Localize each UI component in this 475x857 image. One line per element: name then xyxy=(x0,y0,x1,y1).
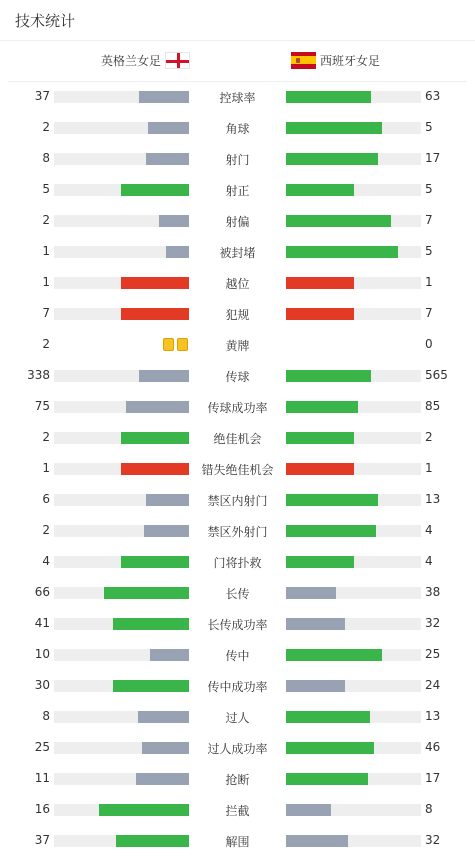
stat-label: 门将扑救 xyxy=(213,556,262,570)
stat-label: 传中 xyxy=(225,649,250,663)
home-value: 66 xyxy=(34,585,50,599)
england-flag-icon xyxy=(165,52,190,69)
home-bar-track xyxy=(54,432,189,444)
home-value: 41 xyxy=(34,616,50,630)
home-bar-fill xyxy=(121,184,189,196)
home-bar-track xyxy=(54,742,189,754)
home-bar-track xyxy=(54,773,189,785)
stat-row xyxy=(0,361,475,392)
home-bar-track xyxy=(54,91,189,103)
home-team-name: 英格兰女足 xyxy=(100,54,161,68)
home-value: 8 xyxy=(42,151,50,165)
spain-flag-icon xyxy=(291,52,316,69)
stat-label: 射门 xyxy=(225,153,250,167)
stat-row xyxy=(0,578,475,609)
home-bar-fill xyxy=(146,153,189,165)
away-value: 7 xyxy=(425,306,433,320)
home-value: 5 xyxy=(42,182,50,196)
away-bar-track xyxy=(286,804,421,816)
away-bar-fill xyxy=(286,277,354,289)
away-value: 17 xyxy=(425,771,441,785)
away-bar-track xyxy=(286,91,421,103)
away-value: 32 xyxy=(425,616,441,630)
stat-label: 越位 xyxy=(225,277,250,291)
away-value: 25 xyxy=(425,647,441,661)
away-bar-fill xyxy=(286,494,378,506)
stat-label: 传球 xyxy=(225,370,250,384)
home-bar-fill xyxy=(121,308,189,320)
stat-row xyxy=(0,702,475,733)
away-value: 13 xyxy=(425,492,441,506)
stat-row xyxy=(0,268,475,299)
home-value: 75 xyxy=(34,399,50,413)
away-bar-track xyxy=(286,649,421,661)
away-value: 5 xyxy=(425,182,433,196)
away-bar-track xyxy=(286,556,421,568)
stat-row xyxy=(0,516,475,547)
stat-row xyxy=(0,733,475,764)
away-bar-track xyxy=(286,401,421,413)
home-bar-track xyxy=(54,370,189,382)
stat-label: 传中成功率 xyxy=(207,680,268,694)
stat-label: 角球 xyxy=(225,122,250,136)
away-team xyxy=(291,52,380,69)
home-value: 4 xyxy=(42,554,50,568)
away-value: 0 xyxy=(425,337,433,351)
away-bar-track xyxy=(286,742,421,754)
home-bar-fill xyxy=(104,587,189,599)
stat-row xyxy=(0,237,475,268)
away-value: 2 xyxy=(425,430,433,444)
stat-label: 抢断 xyxy=(225,773,250,787)
stat-row xyxy=(0,113,475,144)
stat-row xyxy=(0,547,475,578)
home-value: 30 xyxy=(34,678,50,692)
home-bar-fill xyxy=(121,463,189,475)
stat-label: 长传成功率 xyxy=(207,618,268,632)
home-value: 8 xyxy=(42,709,50,723)
away-bar-track xyxy=(286,308,421,320)
home-bar-fill xyxy=(159,215,189,227)
yellow-card-icon xyxy=(163,338,174,351)
away-bar-track xyxy=(286,525,421,537)
home-bar-fill xyxy=(166,246,189,258)
stat-row xyxy=(0,82,475,113)
stat-row xyxy=(0,175,475,206)
home-value: 1 xyxy=(42,461,50,475)
home-bar-fill xyxy=(139,91,189,103)
away-value: 5 xyxy=(425,120,433,134)
away-value: 7 xyxy=(425,213,433,227)
away-bar-track xyxy=(286,463,421,475)
home-bar-fill xyxy=(136,773,189,785)
home-team xyxy=(101,52,190,69)
stat-row xyxy=(0,454,475,485)
away-bar-fill xyxy=(286,587,336,599)
home-value: 2 xyxy=(42,430,50,444)
away-value: 38 xyxy=(425,585,441,599)
away-bar-track xyxy=(286,153,421,165)
home-yellow-cards xyxy=(163,338,188,351)
away-bar-fill xyxy=(286,711,370,723)
page-title: 技术统计 xyxy=(15,12,76,30)
stat-label: 长传 xyxy=(225,587,250,601)
away-value: 1 xyxy=(425,275,433,289)
home-value: 16 xyxy=(34,802,50,816)
away-value: 4 xyxy=(425,554,433,568)
home-bar-track xyxy=(54,215,189,227)
stat-row xyxy=(0,206,475,237)
home-bar-fill xyxy=(121,277,189,289)
home-bar-track xyxy=(54,246,189,258)
away-value: 1 xyxy=(425,461,433,475)
home-value: 37 xyxy=(34,833,50,847)
away-value: 4 xyxy=(425,523,433,537)
stat-row xyxy=(0,671,475,702)
stat-label: 射正 xyxy=(225,184,250,198)
away-bar-fill xyxy=(286,804,331,816)
stat-row xyxy=(0,299,475,330)
home-value: 11 xyxy=(34,771,50,785)
stat-label: 控球率 xyxy=(219,91,256,105)
stat-row xyxy=(0,640,475,671)
away-bar-fill xyxy=(286,246,398,258)
stat-row xyxy=(0,392,475,423)
home-value: 10 xyxy=(34,647,50,661)
away-bar-fill xyxy=(286,618,345,630)
home-value: 6 xyxy=(42,492,50,506)
home-bar-fill xyxy=(116,835,189,847)
home-bar-track xyxy=(54,680,189,692)
away-value: 8 xyxy=(425,802,433,816)
stats-list xyxy=(0,82,475,857)
away-bar-fill xyxy=(286,680,345,692)
home-bar-fill xyxy=(126,401,189,413)
home-value: 2 xyxy=(42,213,50,227)
teams-header xyxy=(8,41,467,82)
home-bar-fill xyxy=(121,556,189,568)
away-bar-track xyxy=(286,370,421,382)
stat-label: 过人成功率 xyxy=(207,742,268,756)
away-team-name: 西班牙女足 xyxy=(320,54,381,68)
away-bar-fill xyxy=(286,649,382,661)
away-bar-track xyxy=(286,587,421,599)
stat-label: 过人 xyxy=(225,711,250,725)
away-bar-fill xyxy=(286,525,376,537)
home-value: 2 xyxy=(42,523,50,537)
home-value: 7 xyxy=(42,306,50,320)
away-bar-fill xyxy=(286,401,358,413)
stat-row xyxy=(0,609,475,640)
stat-row xyxy=(0,826,475,857)
away-bar-fill xyxy=(286,556,354,568)
home-bar-track xyxy=(54,587,189,599)
away-bar-track xyxy=(286,246,421,258)
away-bar-fill xyxy=(286,308,354,320)
yellow-card-icon xyxy=(177,338,188,351)
home-value: 338 xyxy=(27,368,50,382)
away-bar-fill xyxy=(286,463,354,475)
home-bar-track xyxy=(54,804,189,816)
stat-label: 错失绝佳机会 xyxy=(201,463,274,477)
home-bar-track xyxy=(54,835,189,847)
home-bar-fill xyxy=(99,804,189,816)
away-value: 17 xyxy=(425,151,441,165)
stat-row xyxy=(0,764,475,795)
away-bar-track xyxy=(286,773,421,785)
home-bar-fill xyxy=(148,122,189,134)
away-bar-track xyxy=(286,680,421,692)
away-value: 85 xyxy=(425,399,441,413)
home-bar-fill xyxy=(113,680,189,692)
header xyxy=(0,0,475,41)
away-value: 32 xyxy=(425,833,441,847)
away-bar-track xyxy=(286,711,421,723)
away-bar-fill xyxy=(286,215,391,227)
stat-label: 射偏 xyxy=(225,215,250,229)
away-bar-fill xyxy=(286,742,374,754)
home-bar-track xyxy=(54,494,189,506)
away-bar-fill xyxy=(286,153,378,165)
away-bar-track xyxy=(286,215,421,227)
stat-label: 犯规 xyxy=(225,308,250,322)
stat-label: 绝佳机会 xyxy=(213,432,262,446)
stat-label: 禁区内射门 xyxy=(207,494,268,508)
home-value: 2 xyxy=(42,120,50,134)
home-bar-fill xyxy=(146,494,189,506)
home-value: 1 xyxy=(42,244,50,258)
away-bar-fill xyxy=(286,91,371,103)
stat-row xyxy=(0,330,475,361)
away-value: 24 xyxy=(425,678,441,692)
stat-label: 解围 xyxy=(225,835,250,849)
home-bar-track xyxy=(54,308,189,320)
home-bar-track xyxy=(54,711,189,723)
away-value: 565 xyxy=(425,368,448,382)
stat-row xyxy=(0,423,475,454)
stat-label: 禁区外射门 xyxy=(207,525,268,539)
away-value: 5 xyxy=(425,244,433,258)
away-bar-fill xyxy=(286,370,371,382)
away-value: 63 xyxy=(425,89,441,103)
home-bar-fill xyxy=(138,711,189,723)
away-bar-fill xyxy=(286,835,348,847)
away-bar-track xyxy=(286,122,421,134)
away-bar-fill xyxy=(286,773,368,785)
home-bar-fill xyxy=(142,742,189,754)
away-bar-track xyxy=(286,835,421,847)
stat-label: 被封堵 xyxy=(219,246,256,260)
home-value: 25 xyxy=(34,740,50,754)
home-bar-track xyxy=(54,401,189,413)
home-value: 1 xyxy=(42,275,50,289)
stat-row xyxy=(0,485,475,516)
home-bar-track xyxy=(54,618,189,630)
stat-label: 黄牌 xyxy=(225,339,250,353)
away-value: 13 xyxy=(425,709,441,723)
away-bar-fill xyxy=(286,184,354,196)
home-value: 2 xyxy=(42,337,50,351)
stat-row xyxy=(0,795,475,826)
home-bar-fill xyxy=(150,649,189,661)
away-bar-fill xyxy=(286,432,354,444)
home-bar-fill xyxy=(121,432,189,444)
away-bar-track xyxy=(286,432,421,444)
home-bar-fill xyxy=(113,618,189,630)
away-bar-fill xyxy=(286,122,382,134)
away-bar-track xyxy=(286,277,421,289)
home-bar-fill xyxy=(139,370,189,382)
home-bar-track xyxy=(54,277,189,289)
home-bar-track xyxy=(54,525,189,537)
home-bar-track xyxy=(54,184,189,196)
home-bar-track xyxy=(54,463,189,475)
stat-label: 传球成功率 xyxy=(207,401,268,415)
home-bar-track xyxy=(54,649,189,661)
stat-label: 拦截 xyxy=(225,804,250,818)
away-bar-track xyxy=(286,184,421,196)
home-bar-track xyxy=(54,122,189,134)
stat-row xyxy=(0,144,475,175)
home-bar-fill xyxy=(144,525,189,537)
away-value: 46 xyxy=(425,740,441,754)
away-bar-track xyxy=(286,618,421,630)
home-bar-track xyxy=(54,153,189,165)
home-bar-track xyxy=(54,556,189,568)
away-bar-track xyxy=(286,494,421,506)
home-value: 37 xyxy=(34,89,50,103)
